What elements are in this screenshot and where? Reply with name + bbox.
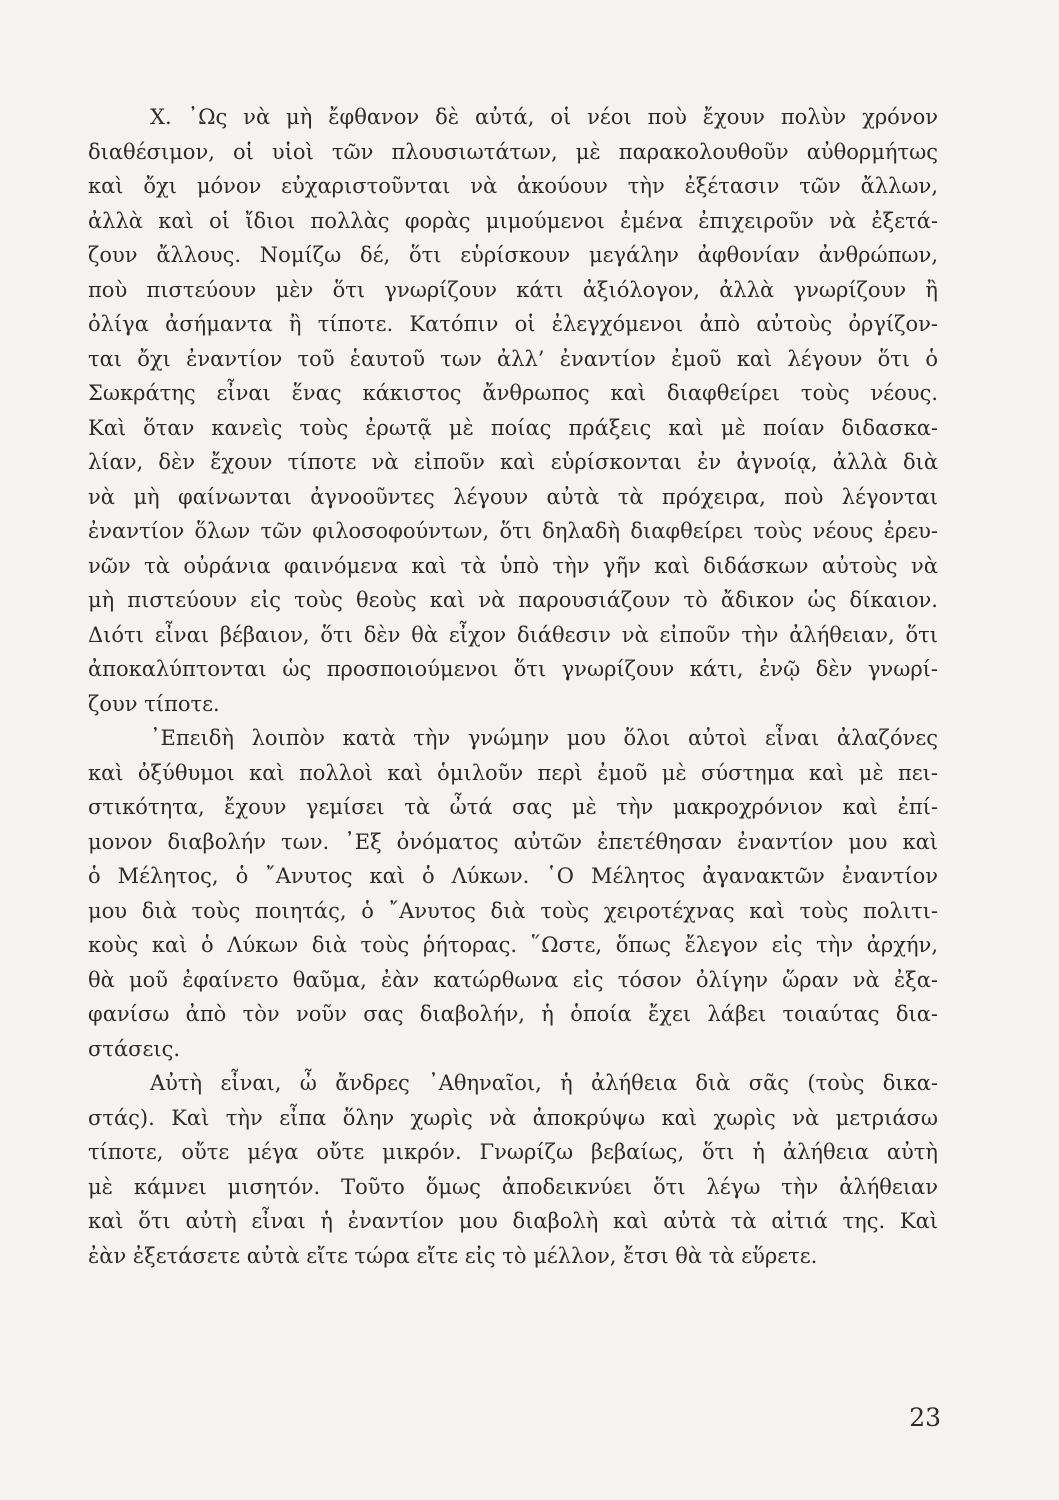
- text-line: καὶ ὄχι μόνον εὐχαριστοῦνται νὰ ἀκούουν τὴν ἐξέτασιν τῶν ἄλλων,: [88, 174, 938, 198]
- text-line: Αὐτὴ εἶναι, ὦ ἄνδρες ᾿Αθηναῖοι, ἡ ἀλήθεια διὰ σᾶς (τοὺς δικα-: [150, 1071, 938, 1095]
- text-line: μὴ πιστεύουν εἰς τοὺς θεοὺς καὶ νὰ παρουσιάζουν τὸ ἄδικον ὡς δίκαιον.: [88, 588, 938, 612]
- paragraph: [88, 1066, 938, 1273]
- page-number: 23: [909, 1403, 941, 1432]
- text-line: καὶ ὅτι αὐτὴ εἶναι ἡ ἐναντίον μου διαβολὴ καὶ αὐτὰ τὰ αἰτιά της. Καὶ: [88, 1209, 938, 1233]
- text-line: ἐὰν ἐξετάσετε αὐτὰ εἴτε τώρα εἴτε εἰς τὸ μέλλον, ἔτσι θὰ τὰ εὕρετε.: [88, 1243, 818, 1268]
- text-line: διαθέσιμον, οἱ υἱοὶ τῶν πλουσιωτάτων, μὲ παρακολουθοῦν αὐθορμήτως: [88, 139, 938, 164]
- text-line: Διότι εἶναι βέβαιον, ὅτι δὲν θὰ εἶχον διάθεσιν νὰ εἰποῦν τὴν ἀλήθειαν, ὅτι: [88, 622, 938, 647]
- text-line: ζουν τίποτε.: [88, 691, 220, 716]
- text-line: μου διὰ τοὺς ποιητάς, ὁ ῎Ανυτος διὰ τοὺς χειροτέχνας καὶ τοὺς πολιτι-: [88, 898, 938, 923]
- text-line: στάσεις.: [88, 1036, 181, 1061]
- body-text: [88, 100, 938, 1273]
- text-line: ποὺ πιστεύουν μὲν ὅτι γνωρίζουν κάτι ἀξιόλογον, ἀλλὰ γνωρίζουν ἢ: [88, 277, 938, 302]
- text-line: καὶ ὀξύθυμοι καὶ πολλοὶ καὶ ὁμιλοῦν περὶ ἐμοῦ μὲ σύστημα καὶ μὲ πει-: [88, 760, 938, 785]
- text-line: ζουν ἄλλους. Νομίζω δέ, ὅτι εὑρίσκουν μεγάλην ἀφθονίαν ἀνθρώπων,: [88, 243, 938, 267]
- text-line: ὁ Μέλητος, ὁ ῎Ανυτος καὶ ὁ Λύκων. ῾Ο Μέλητος ἀγανακτῶν ἐναντίον: [88, 864, 938, 888]
- text-line: μὲ κάμνει μισητόν. Τοῦτο ὅμως ἀποδεικνύει ὅτι λέγω τὴν ἀλήθειαν: [88, 1174, 938, 1199]
- text-line: λίαν, δὲν ἔχουν τίποτε νὰ εἰποῦν καὶ εὑρίσκονται ἐν ἀγνοίᾳ, ἀλλὰ διὰ: [88, 450, 938, 474]
- text-line: κοὺς καὶ ὁ Λύκων διὰ τοὺς ῥήτορας. ῞Ωστε, ὅπως ἔλεγον εἰς τὴν ἀρχήν,: [88, 933, 938, 957]
- text-line: Καὶ ὅταν κανεὶς τοὺς ἐρωτᾷ μὲ ποίας πράξεις καὶ μὲ ποίαν διδασκα-: [88, 415, 938, 440]
- text-line: ἀλλὰ καὶ οἱ ἴδιοι πολλὰς φορὰς μιμούμενοι ἐμένα ἐπιχειροῦν νὰ ἐξετά-: [88, 208, 938, 233]
- text-line: ὀλίγα ἀσήμαντα ἢ τίποτε. Κατόπιν οἱ ἐλεγχόμενοι ἀπὸ αὐτοὺς ὀργίζον-: [88, 312, 938, 336]
- text-line: νὰ μὴ φαίνωνται ἀγνοοῦντες λέγουν αὐτὰ τὰ πρόχειρα, ποὺ λέγονται: [88, 484, 938, 509]
- text-line: ᾿Επειδὴ λοιπὸν κατὰ τὴν γνώμην μου ὅλοι αὐτοὶ εἶναι ἀλαζόνες: [150, 726, 938, 750]
- text-line: νῶν τὰ οὐράνια φαινόμενα καὶ τὰ ὑπὸ τὴν γῆν καὶ διδάσκων αὐτοὺς νὰ: [88, 553, 938, 578]
- text-line: στάς). Καὶ τὴν εἶπα ὅλην χωρὶς νὰ ἀποκρύψω καὶ χωρὶς νὰ μετριάσω: [88, 1105, 938, 1130]
- text-line: στικότητα, ἔχουν γεμίσει τὰ ὦτά σας μὲ τὴν μακροχρόνιον καὶ ἐπί-: [88, 795, 938, 819]
- text-line: ται ὄχι ἐναντίον τοῦ ἑαυτοῦ των ἀλλ’ ἐναντίον ἐμοῦ καὶ λέγουν ὅτι ὁ: [88, 346, 938, 371]
- text-line: ἐναντίον ὅλων τῶν φιλοσοφούντων, ὅτι δηλαδὴ διαφθείρει τοὺς νέους ἐρευ-: [88, 519, 938, 543]
- text-line: X. ᾿Ως νὰ μὴ ἔφθανον δὲ αὐτά, οἱ νέοι ποὺ ἔχουν πολὺν χρόνον: [150, 105, 938, 129]
- paragraph: [88, 100, 938, 721]
- text-line: Σωκράτης εἶναι ἕνας κάκιστος ἄνθρωπος καὶ διαφθείρει τοὺς νέους.: [88, 381, 938, 405]
- paragraph: [88, 721, 938, 1066]
- text-line: θὰ μοῦ ἐφαίνετο θαῦμα, ἐὰν κατώρθωνα εἰς τόσον ὀλίγην ὥραν νὰ ἐξα-: [88, 967, 938, 992]
- text-line: φανίσω ἀπὸ τὸν νοῦν σας διαβολήν, ἡ ὁποία ἔχει λάβει τοιαύτας δια-: [88, 1002, 938, 1026]
- text-line: ἀποκαλύπτονται ὡς προσποιούμενοι ὅτι γνωρίζουν κάτι, ἐνῷ δὲν γνωρί-: [88, 657, 938, 681]
- text-line: τίποτε, οὔτε μέγα οὔτε μικρόν. Γνωρίζω βεβαίως, ὅτι ἡ ἀλήθεια αὐτὴ: [88, 1140, 938, 1164]
- text-line: μονον διαβολήν των. ᾿Εξ ὀνόματος αὐτῶν ἐπετέθησαν ἐναντίον μου καὶ: [88, 829, 938, 854]
